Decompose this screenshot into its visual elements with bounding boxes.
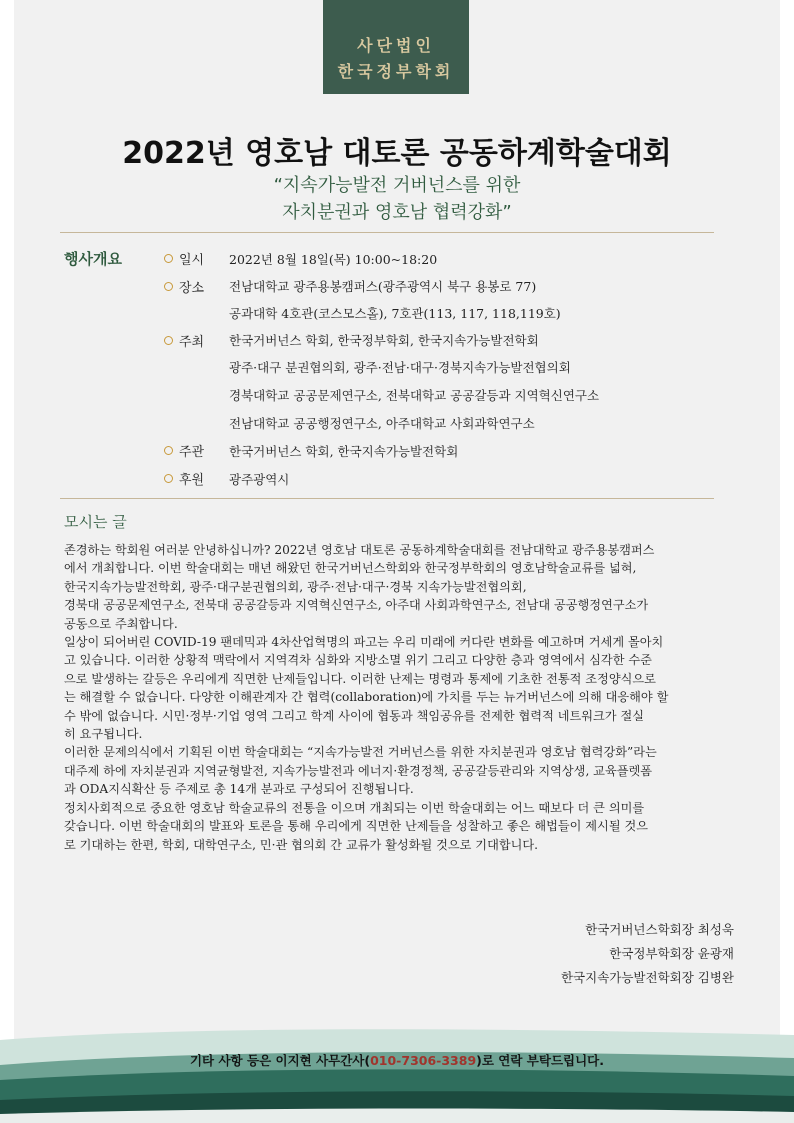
contact-phone: 010-7306-3389 — [370, 1053, 477, 1068]
sponsor-label: 후원 — [179, 473, 205, 488]
organizer-value: 한국거버넌스 학회, 한국지속가능발전학회 — [229, 444, 459, 459]
host-value-1: 한국거버넌스 학회, 한국정부학회, 한국지속가능발전학회 — [229, 333, 539, 348]
place-label: 장소 — [179, 281, 205, 296]
letter-line: 정치사회적으로 중요한 영호남 학술교류의 전통을 이으며 개최되는 이번 학술대회는 어느 때보다 더 큰 의미를 — [64, 800, 645, 815]
letter-line: 공동으로 주최합니다. — [64, 616, 178, 631]
subtitle-line-2: 자치분권과 영호남 협력강화” — [282, 202, 512, 223]
event-title: 2022년 영호남 대토론 공동하계학술대회 — [122, 136, 672, 171]
letter-line: 존경하는 학회원 여러분 안녕하십니까? 2022년 영호남 대토론 공동하계학술대회를 전남대학교 광주용봉캠퍼스 — [64, 543, 655, 557]
signature-sustainability: 한국지속가능발전학회장 김병완 — [560, 970, 734, 985]
divider-bottom — [60, 498, 714, 499]
letter-line: 갖습니다. 이번 학술대회의 발표와 토론을 통해 우리에게 직면한 난제들을 성찰하고 좋은 해법들이 제시될 것으 — [64, 819, 649, 834]
letter-line: 과 ODA지식확산 등 주제로 총 14개 분과로 구성되어 진행됩니다. — [64, 782, 414, 797]
bullet-ring-icon — [164, 282, 173, 291]
bullet-ring-icon — [164, 474, 173, 483]
host-value-3: 경북대학교 공공문제연구소, 전북대학교 공공갈등과 지역혁신연구소 — [229, 388, 600, 403]
greeting-letter — [64, 541, 734, 854]
letter-line: 수 밖에 없습니다. 시민·정부·기업 영역 그리고 학계 사이에 협동과 책임공유를 전제한 협력적 네트워크가 절실 — [64, 708, 645, 723]
letter-line: 는 해결할 수 없습니다. 다양한 이해관계자 간 협력(collaboration)에 가치를 두는 뉴거버넌스에 의해 대응해야 할 — [64, 690, 669, 705]
signature-governance: 한국거버넌스학회장 최성욱 — [585, 922, 734, 937]
greeting-heading: 모시는 글 — [64, 513, 127, 531]
badge-line-2: 한국정부학회 — [337, 62, 455, 81]
signature-government: 한국정부학회장 윤광재 — [609, 946, 734, 961]
bullet-ring-icon — [164, 446, 173, 455]
divider-top — [60, 232, 714, 233]
letter-line: 으로 발생하는 갈등은 우리에게 직면한 난제들입니다. 이러한 난제는 명령과 통제에 기초한 전통적 조정양식으로 — [64, 671, 656, 686]
subtitle-line-1: “지속가능발전 거버넌스를 위한 — [273, 175, 521, 196]
sponsor-value: 광주광역시 — [229, 472, 290, 487]
date-label: 일시 — [179, 253, 205, 268]
letter-line: 대주제 하에 자치분권과 지역균형발전, 지속가능발전과 에너지·환경정책, 공공갈등관리와 지역상생, 교육플렛폼 — [64, 763, 653, 778]
contact-note-post: )로 연락 부탁드립니다. — [476, 1053, 604, 1068]
overview-sponsor-key — [164, 469, 204, 488]
letter-line: 히 요구됩니다. — [64, 727, 143, 742]
host-label: 주최 — [179, 335, 205, 350]
overview-date-key — [164, 249, 204, 268]
letter-line: 고 있습니다. 이러한 상황적 맥락에서 지역격차 심화와 지방소멸 위기 그리고 다양한 층과 영역에서 심각한 수준 — [64, 653, 652, 668]
host-value-2: 광주·대구 분권협의회, 광주·전남·대구·경북지속가능발전협의회 — [229, 360, 571, 375]
letter-line: 로 기대하는 한편, 학회, 대학연구소, 민·관 협의회 간 교류가 활성화될 것으로 기대합니다. — [64, 837, 539, 852]
contact-note-pre: 기타 사항 등은 이지현 사무간사( — [189, 1053, 371, 1068]
place-value-2: 공과대학 4호관(코스모스홀), 7호관(113, 117, 118,119호) — [229, 306, 561, 321]
host-value-4: 전남대학교 공공행정연구소, 아주대학교 사회과학연구소 — [229, 416, 535, 431]
letter-line: 한국지속가능발전학회, 광주·대구분권협의회, 광주·전남·대구·경북 지속가능발전협의회, — [64, 579, 527, 594]
bullet-ring-icon — [164, 336, 173, 345]
event-subtitle — [0, 172, 794, 226]
date-value: 2022년 8월 18일(목) 10:00~18:20 — [229, 252, 438, 267]
letter-line: 에서 개최합니다. 이번 학술대회는 매년 해왔던 한국거버넌스학회와 한국정부학회의 영호남학술교류를 넓혀, — [64, 561, 637, 576]
society-badge — [323, 0, 469, 94]
overview-organizer-key — [164, 441, 204, 460]
letter-line: 경북대 공공문제연구소, 전북대 공공갈등과 지역혁신연구소, 아주대 사회과학연구소, 전남대 공공행정연구소가 — [64, 598, 649, 613]
badge-line-1: 사단법인 — [357, 36, 435, 55]
bullet-ring-icon — [164, 254, 173, 263]
contact-note — [0, 1051, 794, 1069]
organizer-label: 주관 — [179, 445, 205, 460]
overview-host-key — [164, 331, 204, 350]
overview-place-key — [164, 277, 204, 296]
letter-line: 일상이 되어버린 COVID-19 팬데믹과 4차산업혁명의 파고는 우리 미래에 커다란 변화를 예고하며 거세게 몰아치 — [64, 635, 664, 650]
overview-heading: 행사개요 — [64, 250, 122, 268]
place-value-1: 전남대학교 광주용봉캠퍼스(광주광역시 북구 용봉로 77) — [229, 279, 537, 294]
letter-line: 이러한 문제의식에서 기획된 이번 학술대회는 “지속가능발전 거버넌스를 위한 자치분권과 영호남 협력강화”라는 — [64, 745, 657, 760]
